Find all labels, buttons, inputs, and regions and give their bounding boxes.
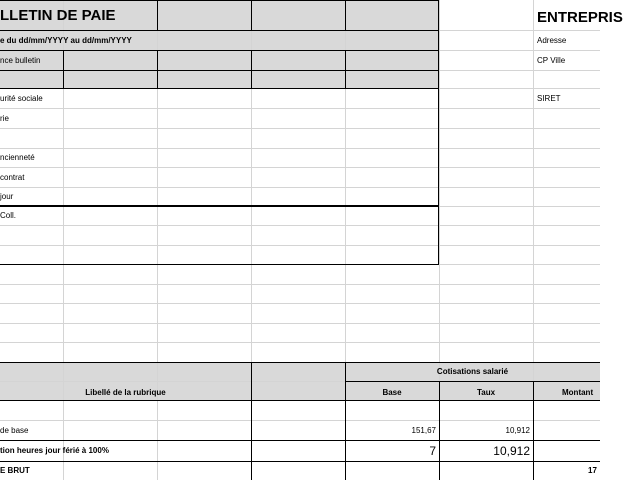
employee-label-collective-agreement: Coll. bbox=[0, 211, 17, 220]
cell-border bbox=[345, 50, 346, 88]
cell-border bbox=[251, 0, 252, 30]
column-header-rate: Taux bbox=[476, 388, 496, 397]
employee-label-social-security: urité sociale bbox=[0, 94, 43, 103]
employee-block-border bbox=[0, 88, 439, 206]
cell-border bbox=[157, 0, 158, 30]
row-base: 151,67 bbox=[411, 426, 436, 435]
company-address-label: Adresse bbox=[537, 36, 567, 45]
employee-label-day: jour bbox=[0, 192, 14, 201]
cell-border bbox=[345, 362, 346, 480]
convention-block-border bbox=[0, 206, 439, 265]
gridline bbox=[0, 323, 600, 324]
cell-border bbox=[157, 50, 158, 88]
cell-border bbox=[0, 70, 439, 71]
column-group-header-employee-contributions: Cotisations salarié bbox=[436, 367, 509, 376]
row-label: de base bbox=[0, 426, 29, 435]
employee-label-seniority: ncienneté bbox=[0, 153, 35, 162]
cell-border bbox=[63, 50, 64, 88]
row-label: E BRUT bbox=[0, 466, 30, 475]
gridline bbox=[0, 284, 600, 285]
column-header-amount: Montant bbox=[562, 388, 594, 397]
company-title: ENTREPRIS bbox=[537, 9, 623, 26]
gridline bbox=[0, 303, 600, 304]
row-base: 7 bbox=[429, 444, 436, 458]
column-header-label: Libellé de la rubrique bbox=[85, 388, 166, 397]
cell-border bbox=[0, 50, 439, 51]
row-rate: 10,912 bbox=[493, 444, 530, 458]
cell-border bbox=[0, 440, 600, 441]
cell-border bbox=[0, 30, 439, 31]
payslip-title: LLETIN DE PAIE bbox=[0, 7, 116, 24]
cell-border bbox=[533, 381, 534, 480]
cell-border bbox=[345, 0, 346, 30]
cell-border bbox=[345, 381, 600, 382]
payslip-reference-label: nce bulletin bbox=[0, 56, 41, 65]
employee-label-contract: contrat bbox=[0, 173, 25, 182]
gridline bbox=[0, 342, 600, 343]
cell-border bbox=[0, 400, 600, 401]
cell-border bbox=[251, 50, 252, 88]
employee-label-category: rie bbox=[0, 114, 9, 123]
column-header-base: Base bbox=[382, 388, 402, 397]
row-amount: 17 bbox=[588, 466, 597, 475]
cell-border bbox=[0, 461, 600, 462]
company-siret-label: SIRET bbox=[537, 94, 561, 103]
table-top-border bbox=[0, 362, 600, 363]
row-label: tion heures jour férié à 100% bbox=[0, 446, 109, 455]
cell-border bbox=[251, 362, 252, 480]
company-city-label: CP Ville bbox=[537, 56, 566, 65]
row-rate: 10,912 bbox=[505, 426, 530, 435]
pay-period: e du dd/mm/YYYY au dd/mm/YYYY bbox=[0, 36, 132, 45]
gridline bbox=[0, 420, 600, 421]
